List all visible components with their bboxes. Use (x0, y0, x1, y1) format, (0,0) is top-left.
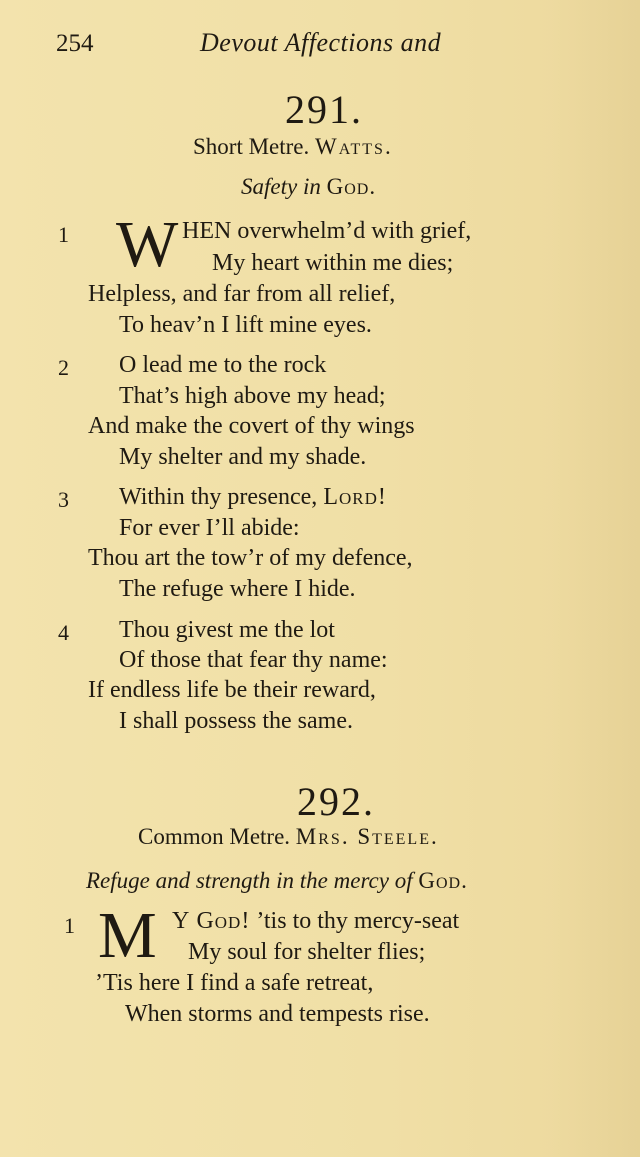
drop-cap: M (98, 899, 157, 972)
verse-line-text: ’tis to thy mercy-seat (250, 908, 460, 934)
hymn-292-meter: Common Metre. (138, 824, 291, 849)
verse-line: Thou art the tow’r of my defence, (88, 545, 413, 571)
verse-line: To heav’n I lift mine eyes. (119, 312, 372, 338)
hymn-291-author: Watts. (315, 134, 393, 159)
paper-shadow (550, 0, 640, 1157)
verse-line: Thou givest me the lot (119, 617, 335, 643)
my-god-smallcaps: Y God! (172, 908, 251, 934)
verse-line: Helpless, and far from all relief, (88, 281, 396, 307)
hymn-292-subject-god: God. (418, 868, 468, 893)
hymn-291-number: 291. (285, 87, 363, 132)
hymn-292-meter-line (138, 824, 439, 850)
verse-number: 4 (58, 620, 69, 645)
verse-number: 1 (64, 913, 75, 938)
hymn-291-meter: Short Metre. (193, 134, 310, 159)
lord-smallcaps: Lord! (323, 484, 387, 510)
hymn-291-meter-line (193, 134, 393, 160)
hymn-291-subject (241, 174, 376, 200)
verse-line-text: Within thy presence, (119, 484, 324, 510)
verse-line: My heart within me dies; (212, 250, 454, 276)
page-number: 254 (56, 30, 94, 57)
drop-cap: W (116, 208, 179, 281)
hymn-292-subject (86, 868, 468, 894)
verse-line: My shelter and my shade. (119, 444, 367, 470)
hymn-291-subject-god: God. (326, 174, 377, 199)
verse-line: When storms and tempests rise. (125, 1001, 430, 1027)
verse-line: O lead me to the rock (119, 352, 327, 378)
verse-line: The refuge where I hide. (119, 576, 356, 602)
hymn-291-subject-text: Safety in (241, 174, 321, 199)
verse-number: 1 (58, 222, 69, 247)
verse-number: 2 (58, 355, 69, 380)
verse-line: Of those that fear thy name: (119, 647, 388, 673)
verse-line: And make the covert of thy wings (88, 413, 415, 439)
verse-line (119, 484, 387, 511)
verse-line: ’Tis here I find a safe retreat, (95, 970, 374, 996)
verse-number: 3 (58, 487, 69, 512)
hymn-292-number: 292. (297, 779, 375, 824)
verse-line: HEN overwhelm’d with grief, (182, 218, 472, 244)
hymn-292-subject-text: Refuge and strength in the mercy of (86, 868, 413, 893)
verse-line (172, 908, 459, 935)
verse-line: My soul for shelter flies; (188, 939, 426, 965)
verse-line: That’s high above my head; (119, 383, 386, 409)
hymn-292-author: Mrs. Steele. (295, 824, 439, 849)
verse-line: For ever I’ll abide: (119, 515, 300, 541)
running-title: Devout Affections and (200, 28, 442, 57)
verse-line: I shall possess the same. (119, 708, 353, 734)
verse-line: If endless life be their reward, (88, 677, 376, 703)
